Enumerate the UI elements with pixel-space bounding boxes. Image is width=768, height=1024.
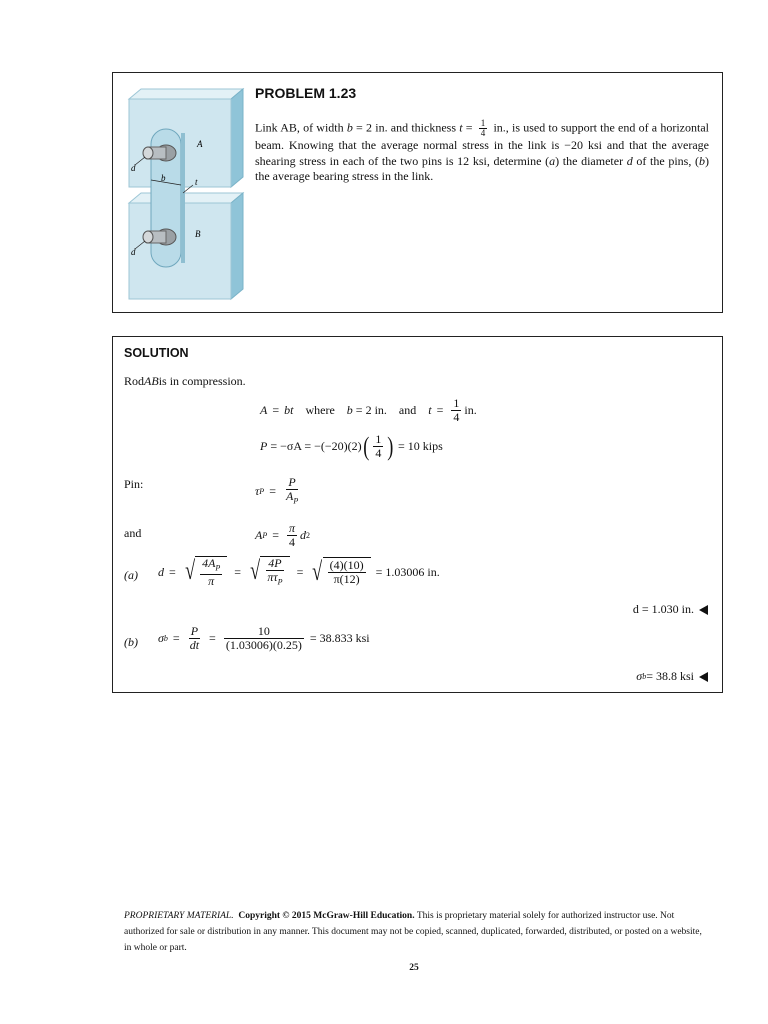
- part-b-equation: σ b = $\frac{P}{dt}$ = $\frac{10}{(1.03006)(0.25)}$ = 38.833 ksi: [158, 624, 370, 652]
- force-equation: P = −σA = −(−20)(2) ( $\frac{1}{4}$ ) = 10 kips: [260, 431, 443, 461]
- solution-box: [112, 336, 723, 693]
- top-wall-side-face: [231, 89, 243, 187]
- label-width-b: b: [161, 173, 166, 183]
- part-a-equation: d = √ $\frac{4A_P}{\pi}$ = √ $\frac{4P}{\pi\tau_P}$ = √ $\frac{(4)(10)}{\pi(12)}$ = 1.03006 in.: [158, 556, 440, 589]
- label-d-bottom: d: [131, 247, 136, 257]
- label-a: A: [197, 139, 203, 149]
- pin-area-equation: A P = $\frac{\pi}{4}$ d 2: [255, 521, 311, 549]
- top-wall-top-face: [129, 89, 243, 99]
- answer-a: d = 1.030 in.: [633, 602, 708, 617]
- bottom-wall-top-face: [129, 193, 243, 203]
- label-thickness-t: t: [195, 177, 198, 187]
- pin-equation: τ P = $\frac{P}{A_P}$: [255, 475, 299, 506]
- problem-box: [112, 72, 723, 313]
- intro-line: Rod AB is in compression.: [124, 374, 246, 388]
- answer-marker-icon: [699, 605, 708, 615]
- thickness-fraction: $\frac{1}{4}$: [480, 118, 486, 138]
- label-b: B: [195, 229, 201, 239]
- and-label: and: [124, 526, 142, 540]
- answer-b: σ b = 38.8 ksi: [636, 669, 708, 684]
- area-equation: A = bt where b = 2 in. and t = $\frac{1}{4}$ in.: [260, 396, 477, 424]
- link-diagram: [121, 85, 246, 305]
- problem-statement: Link AB, of width b = 2 in. and thickness t = $\frac{1}{4}$ in., is used to support the end of a horizontal beam. Knowing that the average normal stress in the link is −20 ksi and that the average shearing stress in each of the two pins is 12 ksi, determine (a) the diameter d of the pins, (b) the average bearing stress in the link.: [255, 118, 710, 183]
- pin-label: Pin:: [124, 477, 144, 491]
- part-a-label: (a): [124, 568, 138, 582]
- copyright-footer: PROPRIETARY MATERIAL. Copyright © 2015 McGraw-Hill Education. This is proprietary material solely for authorized instructor use. Not authorized for sale or distribution in any manner. This document may not be copied, scanned, duplicated, forwarded, distributed, or posted on a website, in whole or part.: [124, 911, 702, 953]
- part-b-label: (b): [124, 635, 138, 649]
- bottom-wall-side-face: [231, 193, 243, 299]
- problem-title: PROBLEM 1.23: [255, 85, 357, 101]
- answer-marker-icon: [699, 672, 708, 682]
- page-number: 25: [409, 963, 419, 973]
- solution-title: SOLUTION: [124, 346, 189, 360]
- problem-figure: [121, 85, 246, 310]
- label-d-top: d: [131, 163, 136, 173]
- link-thickness: [181, 133, 185, 263]
